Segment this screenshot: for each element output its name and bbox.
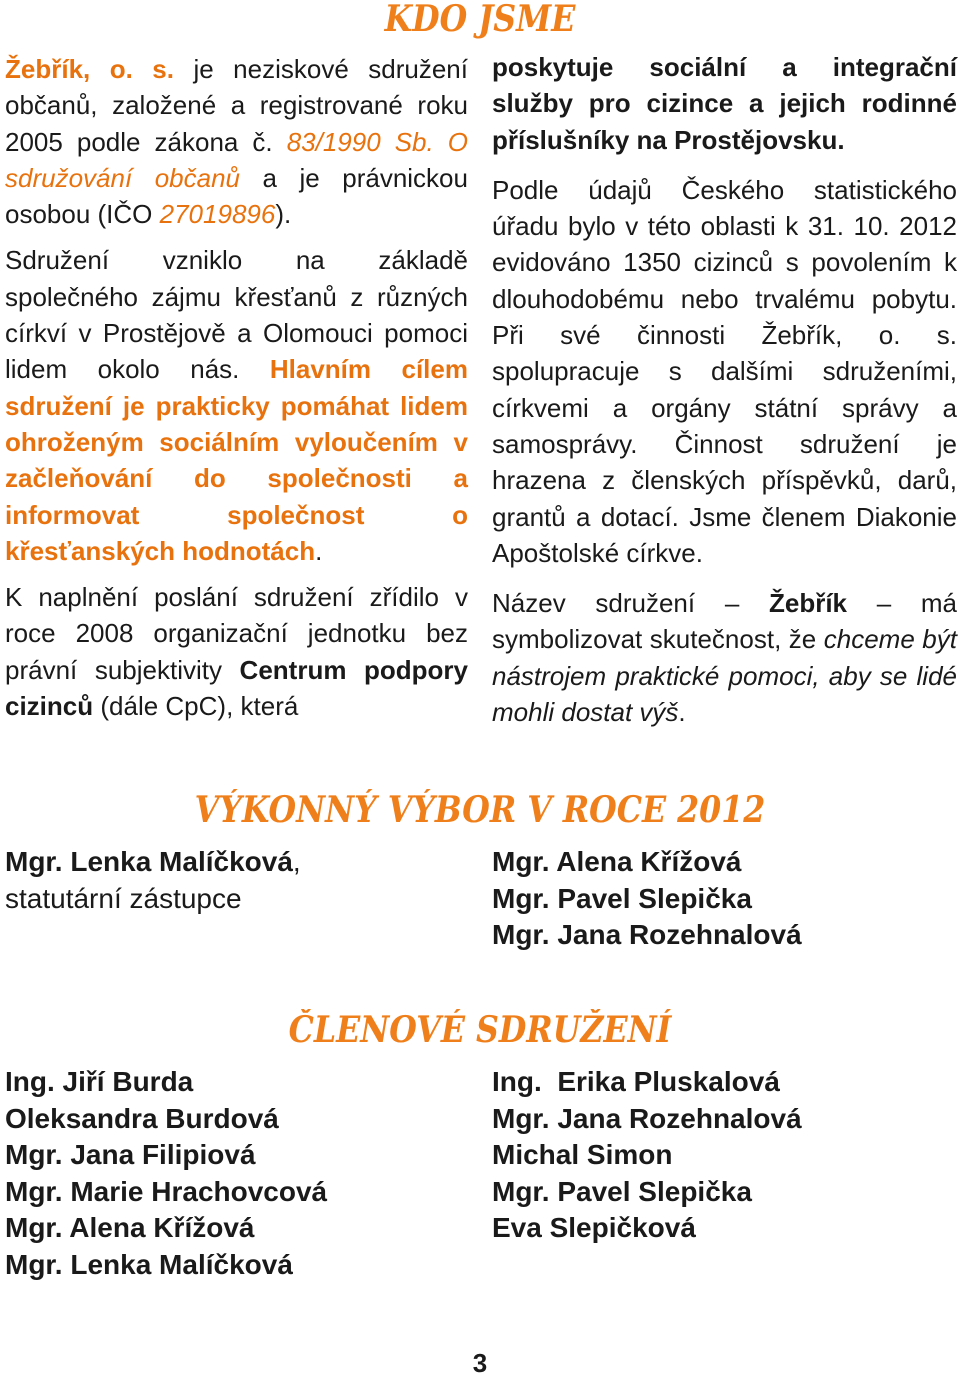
ico-number: 27019896 [159,199,276,230]
member: Mgr. Marie Hrachovcová [5,1175,328,1207]
member: Mgr. Jana Filipiová [5,1139,256,1170]
main-goal: Hlavním cílem sdružení je prakticky pomáhat lidem ohroženým sociálním vyloučením v začleňování do společnosti a informovat společnost o křesťanských hodnotách [5,354,468,566]
cpc-text: K naplnění poslání sdružení zřídilo v roce 2008 organizační jednotku bez právní subjektivity [5,582,468,685]
page-number: 3 [472,1348,488,1378]
origin-end: . [315,535,323,566]
board-member-comma: , [292,846,301,877]
board-member-role: statutární zástupce [5,882,242,914]
member: Mgr. Jana Rozehnalová [492,1102,802,1134]
board-member: Mgr. Jana Rozehnalová [492,919,802,950]
intro-text-2: a je právnickou osobou (IČO [5,162,468,230]
intro-text: je neziskové sdružení občanů, založené a registrované roku 2005 podle zákona č. [5,54,468,157]
member: Eva Slepičková [492,1212,696,1243]
origin-text: Sdružení vzniklo na základě společného zájmu křesťanů z různých církví v Prostějově a Olomouci pomoci lidem okolo nás. [5,245,468,385]
board-member [5,844,301,881]
member: Mgr. Pavel Slepička [492,1175,752,1207]
heading-vybor: VÝKONNÝ VÝBOR V ROCE 2012 [194,789,766,831]
org-name-2: Žebřík, o. s. [761,320,957,351]
vybor-left-list [5,844,301,917]
cpc-name: Centrum podpory cizinců [5,654,468,722]
clenove-right-list [492,1064,802,1247]
kdo-jsme-right-column [492,49,957,730]
statistics-text: Podle údajů Českého statistického úřadu bylo v této oblasti k 31. 10. 2012 evidováno 1350 cizinců s povolením k dlouhodobému nebo trvalému pobytu. Při své činnosti [492,174,957,351]
kdo-jsme-left-column [5,51,468,724]
member: Michal Simon [492,1139,673,1170]
member: Oleksandra Burdová [5,1102,279,1134]
name-end: . [678,697,686,728]
vybor-right-list [492,844,802,954]
board-member: Mgr. Alena Křížová [492,846,742,877]
member: Ing. Jiří Burda [5,1066,194,1097]
cpc-text-2: (dále CpC), která [93,691,299,722]
member: Mgr. Alena Křížová [5,1212,255,1243]
paragraph-cpc [5,579,468,724]
paragraph-name-meaning [492,585,957,730]
board-member: Mgr. Pavel Slepička [492,882,752,914]
intro-text-3: ). [275,199,292,230]
paragraph-origin [5,242,468,569]
paragraph-statistics [492,172,957,571]
ladder-name: Žebřík [768,588,848,619]
name-text-2: – má symbolizovat skutečnost, že [492,588,957,655]
clenove-left-list [5,1064,327,1283]
name-text: Název sdružení – [492,588,769,619]
law-reference: 83/1990 Sb. O sdružování občanů [5,126,468,193]
heading-kdo-jsme: KDO JSME [384,0,576,40]
paragraph-intro [5,51,468,232]
motto: chceme být nástrojem praktické pomoci, aby se lidé mohli dostat výš [492,624,957,728]
board-member-name: Mgr. Lenka Malíčková [5,846,293,877]
heading-clenove: ČLENOVÉ SDRUŽENÍ [288,1009,672,1051]
statistics-text-2: spolupracuje s dalšími sdruženími, církvemi a orgány státní správy a samosprávy. Činnost sdružení je hrazena z členských příspěvků, darů, grantů a dotací. Jsme členem Diakonie Apoštolské církve. [492,356,957,568]
paragraph-services: poskytuje sociální a integrační služby pro cizince a jejich rodinné příslušníky na Prostějovsku. [492,52,957,155]
member: Ing. Erika Pluskalová [492,1066,780,1097]
org-name: Žebřík, o. s. [5,54,174,84]
member: Mgr. Lenka Malíčková [5,1248,293,1280]
